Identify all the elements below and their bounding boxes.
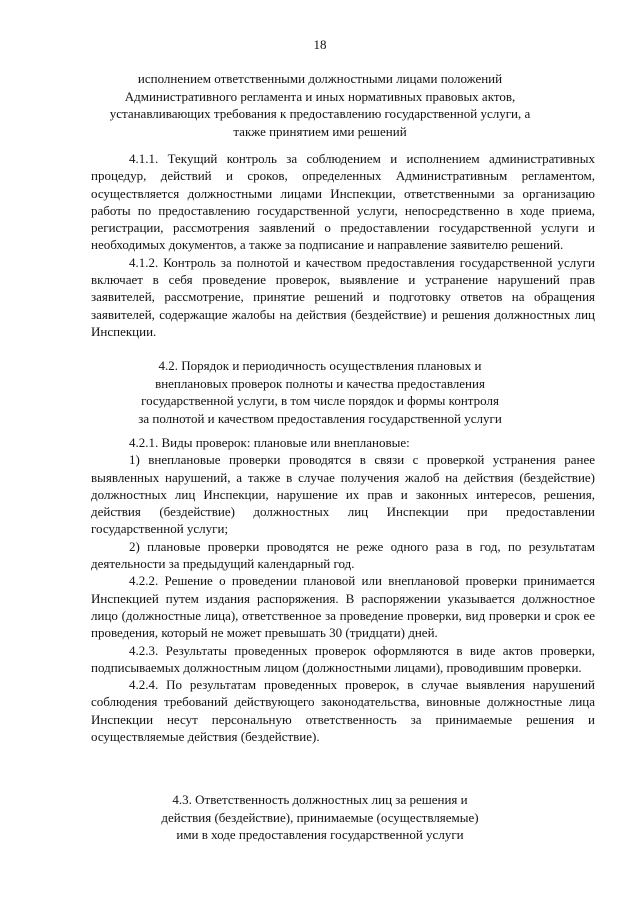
paragraph-4-2-1-item-2: 2) плановые проверки проводятся не реже одного раза в год, по результатам деятельности за предыдущий календарный год. [91, 538, 595, 572]
paragraph-4-2-4: 4.2.4. По результатам проведенных проверок, в случае выявления нарушений соблюдения требований действующего законодательства, виновные должностные лица Инспекции несут персональную ответственность за принимаемые решения и осуществляемые действия (бездействие). [91, 677, 595, 745]
paragraph-4-2-1: 4.2.1. Виды проверок: плановые или внеплановые: [129, 435, 410, 450]
heading-line: Административного регламента и иных нормативных правовых актов, [124, 88, 516, 104]
section-42-body [91, 434, 595, 745]
paragraph-4-1-2: 4.1.2. Контроль за полнотой и качеством предоставления государственной услуги включает в себя проведение проверок, выявление и устранение нарушений прав заявителей, рассмотрение, принятие решений и подготовку ответов на обращения заявителей, содержащие жалобы на действия (бездействие) и решения должностных лиц Инспекции. [91, 254, 595, 339]
heading-line: действия (бездействие), принимаемые (осуществляемые) [161, 809, 479, 825]
section-heading-41-continued [0, 70, 640, 140]
heading-line: устанавливающих требования к предоставлению государственной услуги, а [109, 106, 531, 122]
paragraph-4-2-1-item-1: 1) внеплановые проверки проводятся в связи с проверкой устранения ранее выявленных нарушений, а также в случае получения жалоб на действия (бездействие) должностных лиц Инспекции, нарушение их прав и законных интересов, решения, действия (бездействие) должностных лиц Инспекции при предоставлении государственной услуги; [91, 452, 595, 537]
section-heading-42 [0, 357, 640, 427]
section-heading-43 [0, 791, 640, 844]
heading-line: за полнотой и качеством предоставления государственной услуги [138, 410, 502, 426]
heading-line: внеплановых проверок полноты и качества предоставления [155, 375, 485, 391]
paragraph-4-2-2: 4.2.2. Решение о проведении плановой или внеплановой проверки принимается Инспекцией путем издания распоряжения. В распоряжении указывается должностное лицо (должностные лица), ответственное за проведение проверки, вид проверки и срок ее проведения, который не может превышать 30 (тридцати) дней. [91, 573, 595, 641]
heading-line: также принятием ими решений [233, 123, 407, 139]
heading-line: 4.2. Порядок и периодичность осуществления плановых и [158, 358, 482, 373]
heading-line: государственной услуги, в том числе порядок и формы контроля [141, 393, 499, 409]
page-number: 18 [313, 37, 327, 52]
heading-line: 4.3. Ответственность должностных лиц за решения и [172, 792, 468, 807]
heading-line: исполнением ответственными должностными лицами положений [137, 71, 503, 86]
heading-line: ими в ходе предоставления государственной услуги [176, 827, 464, 843]
section-41-body [91, 150, 595, 340]
paragraph-4-1-1: 4.1.1. Текущий контроль за соблюдением и исполнением административных процедур, действий и сроков, определенных Административным регламентом, осуществляется должностными лицами Инспекции, ответственными за организацию работы по предоставлению государственной услуги, непосредственно в ходе приема, регистрации, рассмотрения заявлений о предоставлении государственной услуги и необходимых документов, а также за подписание и направление заявителю решений. [91, 151, 595, 253]
paragraph-4-2-3: 4.2.3. Результаты проведенных проверок оформляются в виде актов проверки, подписываемых должностным лицом (должностными лицами), проводившим проверки. [91, 642, 595, 675]
